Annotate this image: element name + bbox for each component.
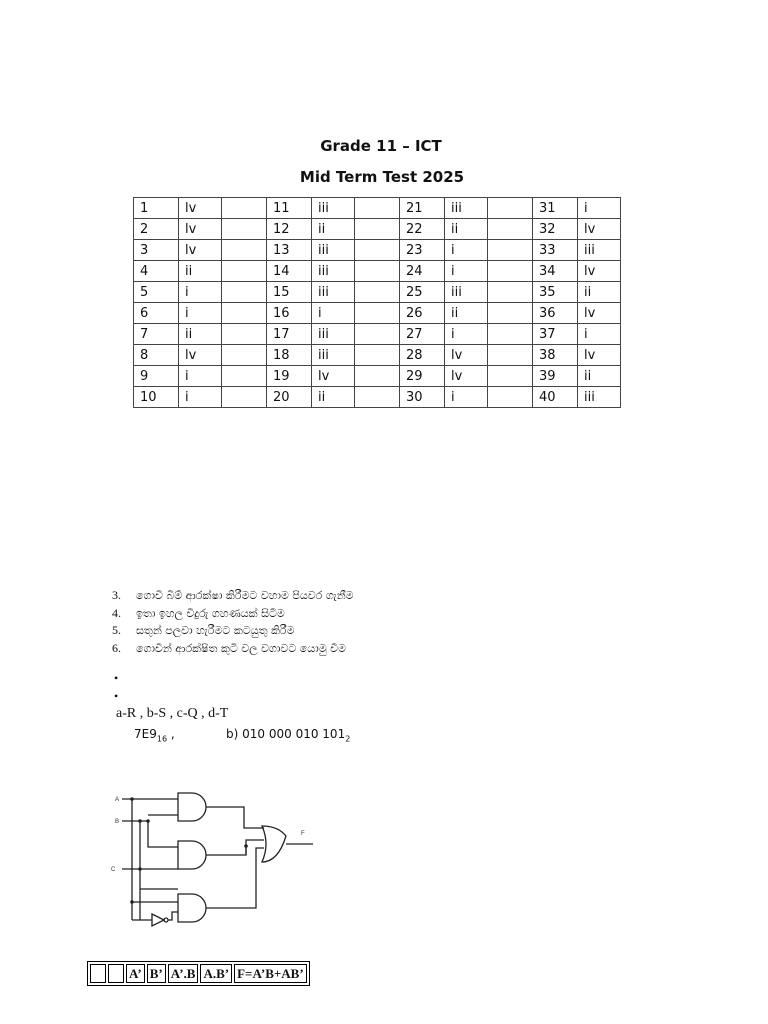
question-number: 6 (134, 303, 179, 324)
truth-table-header (108, 964, 124, 983)
list-number: 5. (112, 623, 121, 637)
question-number: 25 (400, 282, 445, 303)
question-number: 30 (400, 387, 445, 408)
wire-and3-out (206, 848, 264, 908)
question-number: 38 (533, 345, 578, 366)
question-number: 7 (134, 324, 179, 345)
question-number: 2 (134, 219, 179, 240)
blank-cell (488, 345, 533, 366)
answer-value: ii (578, 282, 621, 303)
answer-value: lv (445, 366, 488, 387)
answer-row (134, 303, 621, 324)
conversion-b (226, 727, 350, 743)
blank-cell (222, 324, 267, 345)
answer-value: ii (578, 366, 621, 387)
input-label-a: A (115, 797, 120, 803)
answer-value: lv (179, 345, 222, 366)
answer-value: i (179, 303, 222, 324)
answer-value: iii (312, 240, 355, 261)
question-number: 11 (267, 198, 312, 219)
truth-table (87, 961, 310, 986)
conversion-a (134, 727, 175, 743)
question-number: 1 (134, 198, 179, 219)
answer-value: i (445, 240, 488, 261)
blank-cell (488, 366, 533, 387)
question-number: 22 (400, 219, 445, 240)
answer-value: iii (578, 240, 621, 261)
bullet-point: • (114, 689, 119, 703)
truth-table-header: A.B’ (200, 964, 232, 983)
blank-cell (355, 240, 400, 261)
answer-value: lv (578, 345, 621, 366)
wire-b-branch (148, 821, 178, 847)
conversion-b-label: b) (226, 727, 239, 741)
answer-value: i (578, 324, 621, 345)
and-gate-2 (178, 841, 206, 869)
list-text: ගොවි බිම් ආරක්ෂා කිරීමට වහාම පියවර ගැනීම (136, 589, 354, 602)
input-label-c: C (111, 867, 116, 873)
answer-value: iii (312, 282, 355, 303)
answer-value: i (445, 387, 488, 408)
question-number: 31 (533, 198, 578, 219)
question-number: 35 (533, 282, 578, 303)
answer-value: i (445, 261, 488, 282)
question-number: 12 (267, 219, 312, 240)
and-gate-3 (178, 894, 206, 922)
list-number: 4. (112, 605, 121, 620)
blank-cell (222, 366, 267, 387)
not-gate (152, 914, 164, 926)
question-number: 17 (267, 324, 312, 345)
blank-cell (355, 366, 400, 387)
question-number: 37 (533, 324, 578, 345)
question-number: 15 (267, 282, 312, 303)
blank-cell (355, 387, 400, 408)
blank-cell (355, 324, 400, 345)
list-number: 3. (112, 588, 121, 602)
question-number: 9 (134, 366, 179, 387)
bullet-point: • (114, 671, 119, 685)
question-number: 8 (134, 345, 179, 366)
answer-value: lv (179, 240, 222, 261)
question-number: 27 (400, 324, 445, 345)
answer-value: lv (179, 219, 222, 240)
page-subtitle: Mid Term Test 2025 (299, 168, 465, 186)
blank-cell (355, 219, 400, 240)
blank-cell (222, 240, 267, 261)
list-number: 6. (112, 640, 121, 655)
question-number: 20 (267, 387, 312, 408)
blank-cell (222, 345, 267, 366)
answer-value: lv (578, 261, 621, 282)
truth-table-header: A’.B (168, 964, 199, 983)
wire-and1-out (206, 807, 264, 828)
answer-value: lv (578, 303, 621, 324)
list-item (112, 605, 354, 623)
question-number: 32 (533, 219, 578, 240)
list-item (112, 622, 354, 640)
blank-cell (222, 219, 267, 240)
question-number: 21 (400, 198, 445, 219)
blank-cell (488, 324, 533, 345)
list-text: ඉතා ඉහල විදුරු ගහණයක් සිටීම (136, 606, 285, 620)
answer-row (134, 261, 621, 282)
answer-table (133, 197, 621, 408)
or-gate (262, 826, 286, 862)
blank-cell (488, 303, 533, 324)
question-number: 16 (267, 303, 312, 324)
matching-answer: a-R , b-S , c-Q , d-T (116, 706, 229, 721)
answer-value: iii (578, 387, 621, 408)
answer-value: iii (445, 198, 488, 219)
answer-row (134, 366, 621, 387)
question-number: 33 (533, 240, 578, 261)
wire-not-to-and3 (168, 912, 178, 920)
answer-value: ii (445, 303, 488, 324)
answer-value: iii (312, 345, 355, 366)
blank-cell (355, 282, 400, 303)
answer-value: lv (312, 366, 355, 387)
blank-cell (222, 303, 267, 324)
answer-row (134, 282, 621, 303)
question-number: 40 (533, 387, 578, 408)
blank-cell (488, 219, 533, 240)
blank-cell (355, 345, 400, 366)
blank-cell (488, 282, 533, 303)
separator: , (167, 727, 175, 741)
answer-row (134, 387, 621, 408)
question-number: 23 (400, 240, 445, 261)
list-item (112, 640, 354, 658)
answer-value: lv (578, 219, 621, 240)
and-gate-1 (178, 793, 206, 821)
question-number: 13 (267, 240, 312, 261)
list-item (112, 587, 354, 605)
answer-value: iii (312, 261, 355, 282)
blank-cell (488, 387, 533, 408)
answer-value: i (312, 303, 355, 324)
hex-value: 7E9 (134, 727, 157, 741)
not-gate-bubble (164, 918, 168, 922)
question-number: 28 (400, 345, 445, 366)
question-number: 34 (533, 261, 578, 282)
blank-cell (222, 282, 267, 303)
question-number: 36 (533, 303, 578, 324)
answer-row (134, 219, 621, 240)
answer-row (134, 198, 621, 219)
question-number: 4 (134, 261, 179, 282)
hex-base: 16 (156, 734, 168, 744)
answer-row (134, 240, 621, 261)
sinhala-answer-list (112, 587, 354, 657)
truth-table-header: B’ (147, 964, 166, 983)
answer-value: iii (445, 282, 488, 303)
answer-value: ii (179, 324, 222, 345)
question-number: 10 (134, 387, 179, 408)
input-label-b: B (115, 819, 120, 825)
blank-cell (488, 198, 533, 219)
blank-cell (355, 303, 400, 324)
list-text: ගොවීන් ආරක්ෂිත කුටි වල වගාවට යොමු වීම (136, 641, 346, 655)
blank-cell (222, 387, 267, 408)
blank-cell (488, 261, 533, 282)
logic-circuit-diagram (108, 788, 323, 928)
blank-cell (222, 261, 267, 282)
answer-value: i (179, 387, 222, 408)
answer-value: i (179, 282, 222, 303)
answer-row (134, 345, 621, 366)
answer-value: ii (312, 387, 355, 408)
question-number: 24 (400, 261, 445, 282)
list-text: සතුන් පලවා හැරීමට කටයුතු කිරීම (136, 624, 295, 637)
question-number: 29 (400, 366, 445, 387)
answer-value: iii (312, 198, 355, 219)
answer-value: i (578, 198, 621, 219)
question-number: 39 (533, 366, 578, 387)
blank-cell (355, 198, 400, 219)
answer-value: iii (312, 324, 355, 345)
question-number: 3 (134, 240, 179, 261)
question-number: 18 (267, 345, 312, 366)
binary-base: 2 (345, 734, 351, 744)
answer-value: ii (179, 261, 222, 282)
answer-value: i (179, 366, 222, 387)
answer-value: i (445, 324, 488, 345)
page-title: Grade 11 – ICT (320, 137, 442, 155)
truth-table-header: F=A’B+AB’ (234, 964, 307, 983)
question-number: 5 (134, 282, 179, 303)
question-number: 19 (267, 366, 312, 387)
answer-row (134, 324, 621, 345)
output-label-f: F (301, 831, 305, 837)
blank-cell (222, 198, 267, 219)
answer-value: lv (445, 345, 488, 366)
answer-value: ii (445, 219, 488, 240)
question-number: 26 (400, 303, 445, 324)
blank-cell (355, 261, 400, 282)
truth-table-header (90, 964, 106, 983)
wire-and2-out (206, 840, 264, 855)
truth-table-header: A’ (126, 964, 145, 983)
question-number: 14 (267, 261, 312, 282)
answer-value: ii (312, 219, 355, 240)
answer-value: lv (179, 198, 222, 219)
binary-value: 010 000 010 101 (242, 727, 346, 741)
blank-cell (488, 240, 533, 261)
